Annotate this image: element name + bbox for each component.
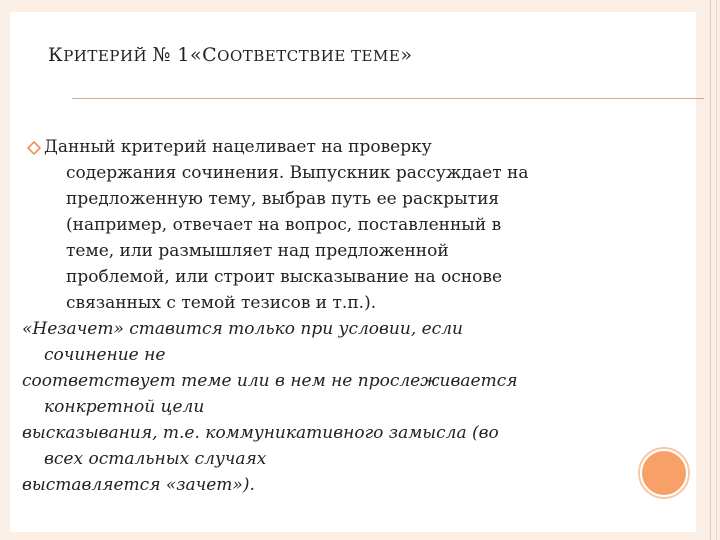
border-line-outer [716, 0, 717, 540]
decorative-circle [640, 449, 688, 497]
paragraph-line: проблемой, или строит высказывание на основе [66, 267, 503, 287]
title-initial: К [48, 44, 64, 66]
italic-line: выставляется «зачет»). [22, 475, 255, 495]
italic-line: конкретной цели [44, 397, 205, 417]
italic-line: всех остальных случаях [44, 449, 267, 469]
paragraph-line: предложенную тему, выбрав путь ее раскрытия [66, 189, 500, 209]
title-initial2: С [202, 44, 218, 66]
paragraph-line: теме, или размышляет над предложенной [66, 241, 449, 261]
title-quote-open: « [189, 44, 203, 66]
italic-line: «Незачет» ставится только при условии, если [22, 319, 463, 339]
slide-title [48, 44, 412, 66]
italic-line: высказывания, т.е. коммуникативного замысла (во [22, 423, 499, 443]
italic-line: соответствует теме или в нем не прослеживается [22, 371, 518, 391]
paragraph-line: Данный критерий нацеливает на проверку [44, 137, 432, 157]
title-word1: РИТЕРИЙ [63, 47, 153, 65]
title-number: № 1 [152, 44, 190, 66]
slide-body [22, 134, 604, 498]
title-divider [72, 98, 704, 99]
paragraph-line: связанных с темой тезисов и т.п.). [66, 293, 377, 313]
paragraph-line: содержания сочинения. Выпускник рассуждает на [66, 163, 529, 183]
border-line [710, 0, 711, 540]
italic-line: сочинение не [44, 345, 166, 365]
title-word2: ООТВЕТСТВИЕ ТЕМЕ [217, 47, 401, 65]
title-quote-close: » [400, 44, 413, 66]
paragraph-line: (например, отвечает на вопрос, поставленный в [66, 215, 502, 235]
